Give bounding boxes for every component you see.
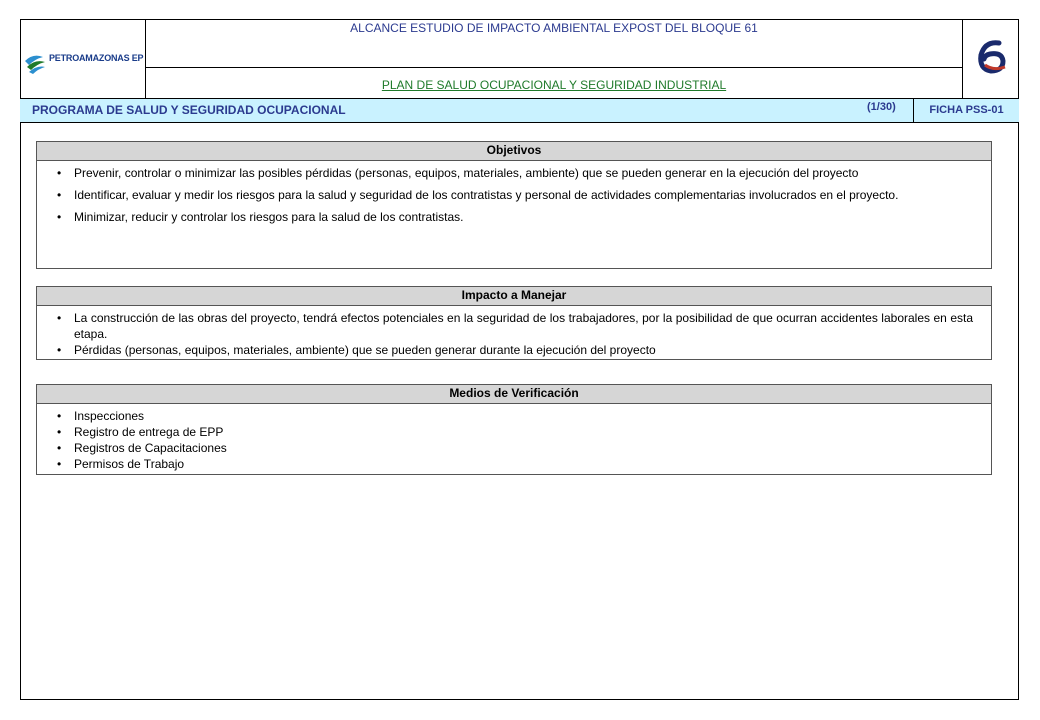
company-name: PETROAMAZONAS EP xyxy=(49,53,144,63)
list-item: • Inspecciones xyxy=(57,408,973,424)
objetivos-section xyxy=(36,141,992,269)
program-title: PROGRAMA DE SALUD Y SEGURIDAD OCUPACIONAL xyxy=(32,103,346,117)
list-item: • Permisos de Trabajo xyxy=(57,456,973,472)
emblem-box xyxy=(962,19,1019,98)
list-item: • Minimizar, reducir y controlar los riesgos para la salud de los contratistas. xyxy=(57,209,973,225)
plan-title: PLAN DE SALUD OCUPACIONAL Y SEGURIDAD INDUSTRIAL xyxy=(381,78,727,92)
list-item: • Prevenir, controlar o minimizar las posibles pérdidas (personas, equipos, materiales, ambiente) que se pueden generar en la ejecución del proyecto xyxy=(57,165,973,181)
emblem-logo-icon xyxy=(963,19,1020,98)
program-band xyxy=(20,98,1019,123)
document-title: ALCANCE ESTUDIO DE IMPACTO AMBIENTAL EXPOST DEL BLOQUE 61 xyxy=(146,19,962,68)
sheet-code: FICHA PSS-01 xyxy=(913,99,1019,122)
section-heading: Objetivos xyxy=(37,142,991,161)
list-item: • Registro de entrega de EPP xyxy=(57,424,973,440)
list-item: • Identificar, evaluar y medir los riesgos para la salud y seguridad de los contratistas y personal de actividades complementarias involucrados en el proyecto. xyxy=(57,187,973,203)
impacto-section xyxy=(36,286,992,360)
section-heading: Medios de Verificación xyxy=(37,385,991,404)
page-number: (1/30) xyxy=(867,101,896,113)
list-item: • La construcción de las obras del proyecto, tendrá efectos potenciales en la seguridad de los trabajadores, por la posibilidad de que ocurran accidentes laborales en esta etapa. xyxy=(57,310,973,342)
medios-section xyxy=(36,384,992,475)
section-heading: Impacto a Manejar xyxy=(37,287,991,306)
list-item: • Registros de Capacitaciones xyxy=(57,440,973,456)
list-item: • Pérdidas (personas, equipos, materiales, ambiente) que se pueden generar durante la ejecución del proyecto xyxy=(57,342,973,358)
